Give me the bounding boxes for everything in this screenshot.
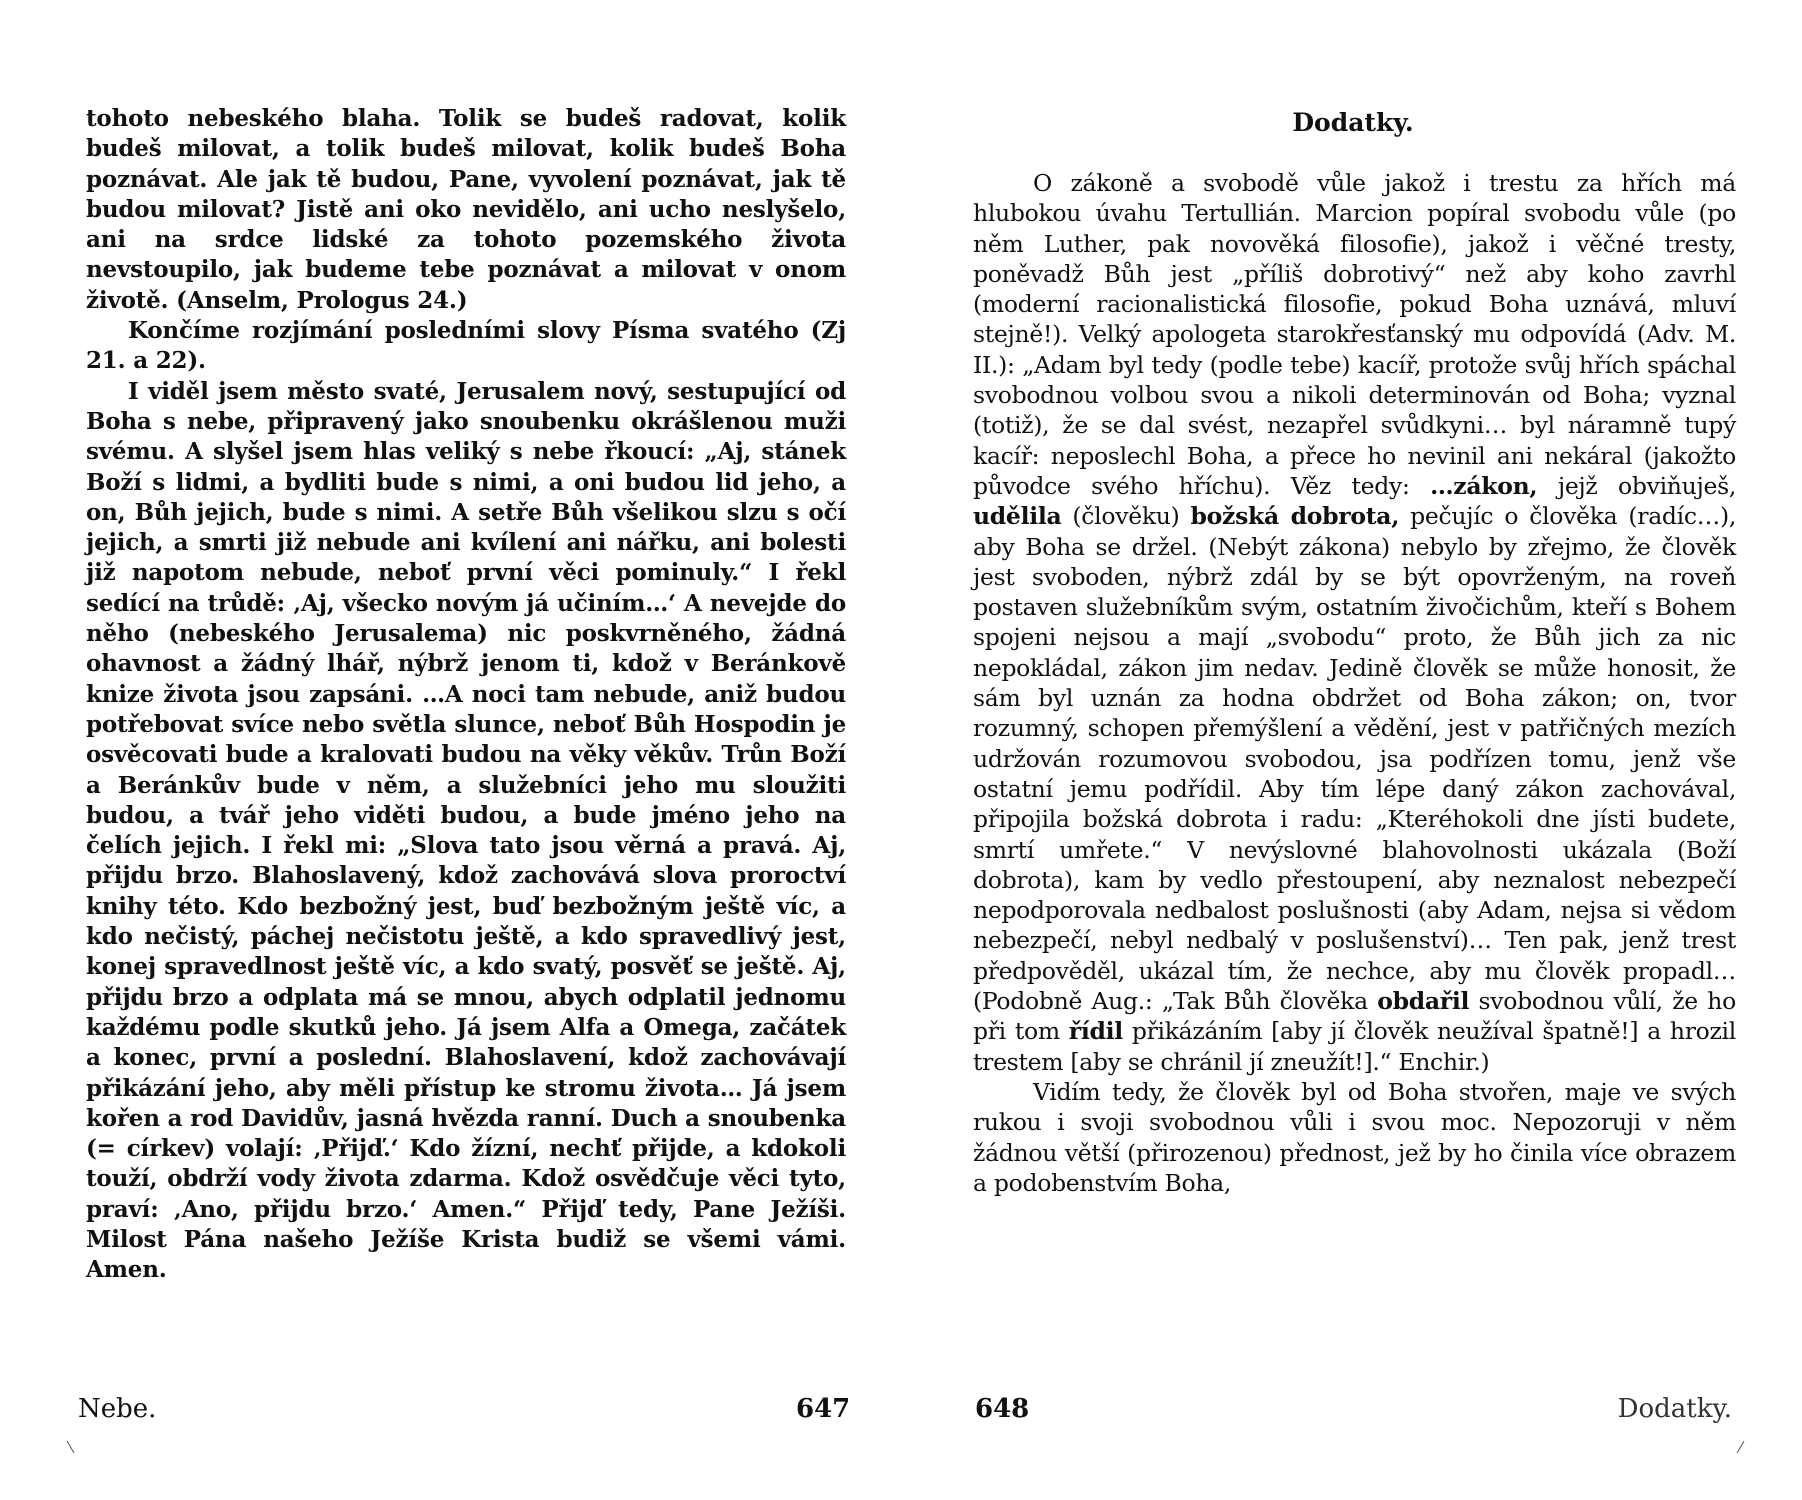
p1-text-c: jejž obviňuješ,: [1537, 471, 1736, 500]
p1-bold-zakon: …zákon,: [1430, 471, 1538, 500]
right-page-body: [973, 168, 1736, 1198]
p1-text-a: O zákoně a svobodě vůle jakož i trestu za hřích má hlubokou úvahu Tertullián. Marcion popíral svobodu vůle (po něm Luther, pak novověká filosofie), jakož i věčné tresty, poněvadž Bůh jest „příliš dobrotivý“ než aby koho zavrhl (moderní racionalistická filosofie, pokud Boha uznává, mluví stejně!). Velký apologeta starokřesťanský mu odpovídá (Adv. M. II.): „Adam byl tedy (podle tebe) kacíř, protože svůj hřích spáchal svobodnou volbou svou a nikoli determinován od Boha; vyznal (totiž), že se dal svést, nezapřel svůdkyni… byl náramně tupý kacíř: neposlechl Boha, a přece ho nevinil ani nekáral (jakožto původce svého hříchu). Věz tedy:: [973, 169, 1736, 500]
p1-bold-bozska-dobrota: božská dobrota,: [1190, 502, 1400, 531]
p1-bold-udelila: udělila: [973, 502, 1062, 531]
crop-mark-left: [67, 1441, 75, 1454]
right-page-heading: Dodatky.: [1292, 108, 1414, 137]
left-page-number: 647: [796, 1394, 851, 1424]
right-paragraph-2: Vidím tedy, že člověk byl od Boha stvořen, maje ve svých rukou i svoji svobodnou vůli i svou moc. Nepozoruji v něm žádnou větší (přirozenou) přednost, jež by ho činila více obrazem a podobenstvím Boha,: [973, 1077, 1736, 1197]
crop-mark-right: [1737, 1441, 1745, 1454]
left-page-body: [86, 104, 846, 1286]
p1-text-d: (člověku): [1061, 502, 1191, 531]
right-running-footer: Dodatky.: [1617, 1394, 1732, 1424]
right-page-number: 648: [975, 1394, 1030, 1424]
p1-bold-ridil: řídil: [1068, 1017, 1123, 1046]
p1-text-f: svobodnou vůlí, že ho při tom: [973, 987, 1736, 1046]
p1-bold-obdaril: obdařil: [1377, 987, 1470, 1016]
left-paragraph-1: tohoto nebeského blaha. Tolik se budeš radovat, kolik budeš milovat, a tolik budeš milovat, kolik budeš Boha poznávat. Ale jak tě budou, Pane, vyvolení poznávat, jak tě budou milovat? Jistě ani oko nevidělo, ani ucho neslyšelo, ani na srdce lidské za tohoto pozemského života nevstoupilo, jak budeme tebe poznávat a milovat v onom životě. (Anselm, Prologus 24.): [86, 105, 846, 314]
p1-text-g: přikázáním [aby jí člověk neužíval špatně!] a hrozil trestem [aby se chránil jí zneužít!].“ Enchir.): [973, 1017, 1736, 1076]
left-paragraph-3: I viděl jsem město svaté, Jerusalem nový, sestupující od Boha s nebe, připravený jako snoubenku okrášlenou muži svému. A slyšel jsem hlas veliký s nebe řkoucí: „Aj, stánek Boží s lidmi, a bydliti bude s nimi, a oni budou lid jeho, a on, Bůh jejich, bude s nimi. A setře Bůh všelikou slzu s očí jejich, a smrti již nebude ani kvílení ani nářku, ani bolesti již napotom nebude, neboť první věci pominuly.“ I řekl sedící na trůdě: ‚Aj, všecko novým já učiním…‘ A nevejde do něho (nebeského Jerusalema) nic poskvrněného, žádná ohavnost a žádný lhář, nýbrž jenom ti, kdož v Beránkově knize života jsou zapsáni. …A noci tam nebude, aniž budou potřebovat svíce nebo světla slunce, neboť Bůh Hospodin je osvěcovati bude a kralovati budou na věky věkův. Trůn Boží a Beránkův bude v něm, a služebníci jeho mu sloužiti budou, a tvář jeho viděti budou, a bude jméno jeho na čelích jejich. I řekl mi: „Slova tato jsou věrná a pravá. Aj, přijdu brzo. Blahoslavený, kdož zachovává slova proroctví knihy této. Kdo bezbožný jest, buď bezbožným ještě víc, a kdo nečistý, páchej nečistotu ještě, a kdo spravedlivý jest, konej spravedlnost ještě víc, a kdo svatý, posvěť se ještě. Aj, přijdu brzo a odplata má se mnou, abych odplatil jednomu každému podle skutků jeho. Já jsem Alfa a Omega, začátek a konec, první a poslední. Blahoslavení, kdož zachovávají přikázání jeho, aby měli přístup ke stromu života… Já jsem kořen a rod Davidův, jasná hvězda ranní. Duch a snoubenka (= církev) volají: ‚Přijď.‘ Kdo žízní, nechť přijde, a kdokoli touží, obdrží vody života zdarma. Kdož osvědčuje věci tyto, praví: ‚Ano, přijdu brzo.‘ Amen.“ Přijď tedy, Pane Ježíši. Milost Pána našeho Ježíše Krista budiž se všemi vámi. Amen.: [86, 377, 846, 1284]
left-paragraph-2: Končíme rozjímání posledními slovy Písma svatého (Zj 21. a 22).: [86, 317, 846, 375]
left-running-footer: Nebe.: [78, 1394, 157, 1424]
right-paragraph-1: [973, 168, 1736, 1077]
p1-text-e: pečujíc o člověka (radíc…), aby Boha se držel. (Nebýt zákona) nebylo by zřejmo, že člověk jest svoboden, nýbrž zdál by se být opovrženým, na roveň postaven služebníkům svým, ostatním živočichům, kteří s Bohem spojeni nejsou a mají „svobodu“ proto, že Bůh jich za nic nepokládal, zákon jim nedav. Jedině člověk se může honosit, že sám byl uznán za hodna obdržet od Boha zákon; on, tvor rozumný, schopen přemýšlení a vědění, jest v patřičných mezích udržován rozumovou svobodou, jsa podřízen tomu, jenž vše ostatní jemu podřídil. Aby tím lépe daný zákon zachovával, připojila božská dobrota i radu: „Kteréhokoli dne jísti budete, smrtí umřete.“ V nevýslovné blahovolnosti ukázala (Boží dobrota), kam by vedlo přestoupení, aby neznalost nebezpečí nepodporovala nedbalost poslušnosti (aby Adam, nejsa si vědom nebezpečí, nebyl nedbalý v poslušenství)… Ten pak, jenž trest předpověděl, ukázal tím, že nechce, aby mu člověk propadl… (Podobně Aug.: „Tak Bůh člověka: [973, 502, 1736, 1016]
right-page: [901, 0, 1802, 1500]
